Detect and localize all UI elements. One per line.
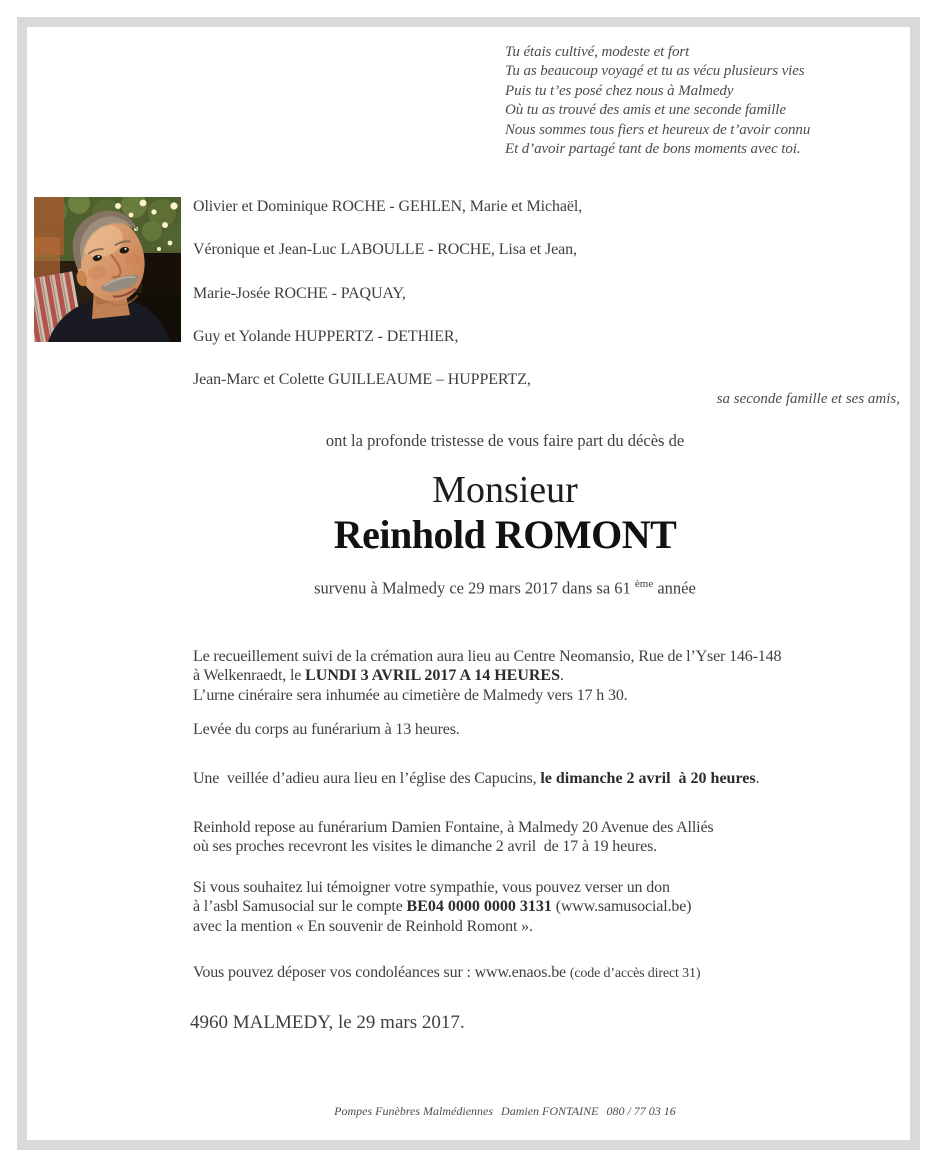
deceased-name: Reinhold ROMONT: [333, 512, 677, 557]
poem-line: Tu as beaucoup voyagé et tu as vécu plusieurs vies: [505, 63, 805, 80]
donation-line-2-pre: à l’asbl Samusocial sur le compte: [193, 898, 407, 916]
family-name-line: Guy et Yolande HUPPERTZ - DETHIER,: [193, 327, 459, 345]
portrait-photo: [34, 197, 181, 342]
honorific-title: Monsieur: [432, 469, 578, 511]
memorial-poem: [505, 43, 810, 159]
funeral-home-phone: 080 / 77 03 16: [606, 1104, 676, 1118]
ceremony-date-bold: LUNDI 3 AVRIL 2017 A 14 HEURES: [305, 667, 560, 685]
funeral-home-name: Pompes Funèbres Malmédiennes: [334, 1104, 494, 1118]
ceremony-line-2-pre: à Welkenraedt, le: [193, 667, 306, 685]
death-details-pre: survenu à Malmedy ce 29 mars 2017 dans sa 61: [314, 578, 635, 598]
funeral-director-name: Damien FONTAINE: [501, 1104, 599, 1118]
ceremony-line-2-post: .: [560, 667, 564, 685]
condolences-access-code: (code d’accès direct 31): [569, 966, 701, 981]
portrait-photo-illustration: [34, 197, 181, 342]
vigil-paragraph: [193, 769, 759, 788]
family-names: [193, 197, 582, 413]
page-border: [17, 17, 920, 1150]
poem-line: Tu étais cultivé, modeste et fort: [505, 44, 690, 60]
donation-line-2-post: (www.samusocial.be): [551, 898, 692, 916]
levee-paragraph: Levée du corps au funérarium à 13 heures.: [193, 721, 460, 738]
donation-paragraph: [193, 878, 691, 936]
memorial-card: [27, 27, 910, 1140]
family-name-line: Marie-Josée ROCHE - PAQUAY,: [193, 284, 406, 302]
ceremony-line-3: L’urne cinéraire sera inhumée au cimetière de Malmedy vers 17 h 30.: [193, 686, 628, 704]
poem-line: Où tu as trouvé des amis et une seconde famille: [505, 102, 786, 119]
repose-line-1: Reinhold repose au funérarium Damien Fontaine, à Malmedy 20 Avenue des Alliés: [193, 819, 714, 836]
poem-line: Nous sommes tous fiers et heureux de t’avoir connu: [505, 121, 811, 138]
death-details-line: [100, 578, 910, 599]
ceremony-paragraph: [193, 647, 781, 705]
death-details-ordinal: ème: [634, 578, 654, 590]
family-name-line: Olivier et Dominique ROCHE - GEHLEN, Marie et Michaël,: [193, 198, 583, 215]
poem-line: Puis tu t’es posé chez nous à Malmedy: [505, 82, 734, 99]
donation-line-3: avec la mention « En souvenir de Reinhold Romont ».: [193, 917, 533, 935]
city-and-date: 4960 MALMEDY, le 29 mars 2017.: [190, 1012, 465, 1033]
donation-account-bold: BE04 0000 0000 3131: [406, 898, 552, 916]
condolences-text: Vous pouvez déposer vos condoléances sur : www.enaos.be: [193, 964, 570, 981]
repose-paragraph: [193, 818, 713, 857]
poem-line: Et d’avoir partagé tant de bons moments avec toi.: [505, 141, 801, 158]
family-closing: sa seconde famille et ses amis,: [716, 391, 900, 407]
donation-line-2: [193, 897, 691, 916]
family-name-line: Jean-Marc et Colette GUILLEAUME – HUPPERTZ,: [193, 371, 531, 389]
ceremony-line-2: [193, 666, 781, 685]
vigil-pre: Une veillée d’adieu aura lieu en l’église des Capucins,: [193, 770, 541, 787]
vigil-date-bold: le dimanche 2 avril à 20 heures: [540, 770, 756, 787]
vigil-post: .: [755, 770, 760, 787]
condolences-paragraph: [193, 963, 700, 983]
funeral-home-footer: [100, 1104, 910, 1119]
donation-line-1: Si vous souhaitez lui témoigner votre sympathie, vous pouvez verser un don: [193, 879, 670, 896]
repose-line-2: où ses proches recevront les visites le dimanche 2 avril de 17 à 19 heures.: [193, 838, 658, 856]
death-details-post: année: [653, 578, 696, 598]
announcement-intro: ont la profonde tristesse de vous faire part du décès de: [325, 431, 685, 450]
ceremony-line-1: Le recueillement suivi de la crémation aura lieu au Centre Neomansio, Rue de l’Yser 146-148: [193, 648, 782, 665]
family-name-line: Véronique et Jean-Luc LABOULLE - ROCHE, Lisa et Jean,: [193, 241, 577, 259]
